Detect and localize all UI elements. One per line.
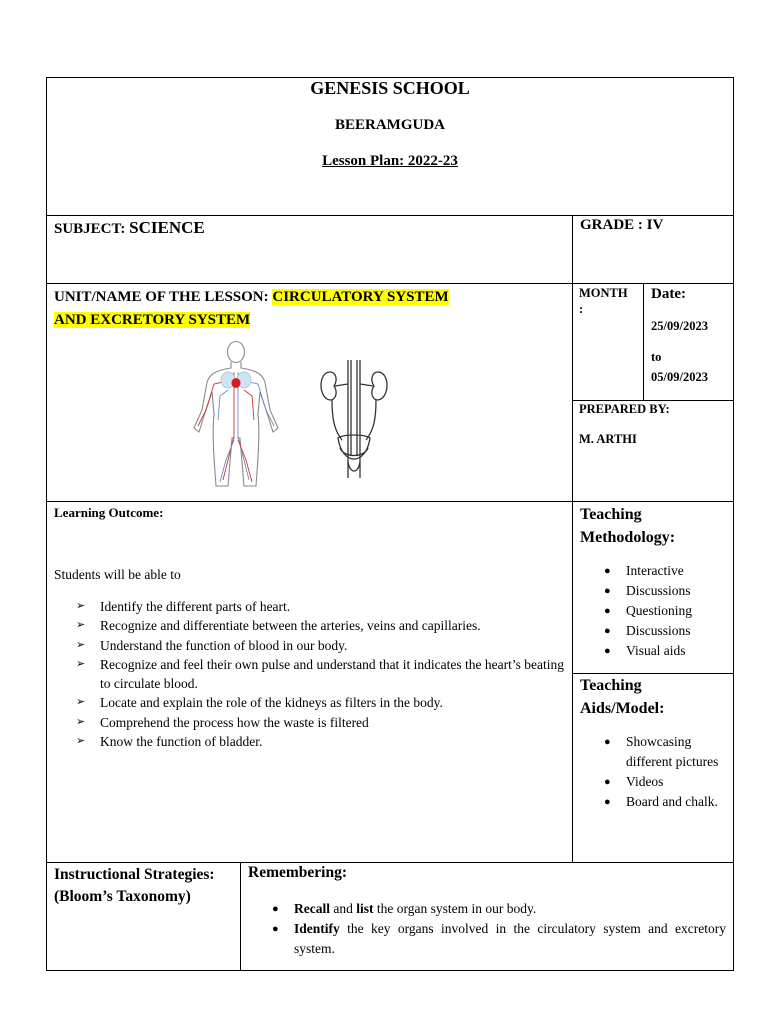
arrow-bullet-icon: ➢ (76, 600, 86, 612)
learning-outcome-item-text: Locate and explain the role of the kidneys as filters in the body. (100, 695, 443, 711)
methodology-item (573, 581, 733, 601)
remembering-heading: Remembering: (248, 864, 347, 881)
aids-item-text: Showcasing different pictures (626, 734, 719, 769)
methodology-item-text: Discussions (626, 583, 691, 598)
aids-heading-line1: Teaching (580, 677, 642, 694)
learning-outcome-item (54, 693, 564, 712)
remembering-item-text: and (330, 901, 357, 916)
methodology-item (573, 561, 733, 581)
date-to-word: to (651, 350, 662, 364)
dot-bullet-icon: ● (272, 903, 279, 915)
methodology-list (573, 561, 733, 661)
teaching-aids-heading (580, 674, 664, 720)
methodology-item (573, 641, 733, 661)
remembering-item-text: the key organs involved in the circulatory system and excretory system. (294, 921, 726, 956)
prepared-by-label: PREPARED BY: (579, 402, 670, 416)
aids-item (573, 732, 723, 772)
arrow-bullet-icon: ➢ (76, 715, 86, 728)
learning-outcome-item (54, 655, 564, 694)
grade-field: GRADE : IV (580, 217, 664, 233)
learning-outcome-item (54, 597, 564, 616)
instructional-strategies-heading: Instructional Strategies: (Bloom’s Taxonomy) (54, 866, 215, 905)
aids-item (573, 792, 723, 812)
arrow-bullet-icon: ➢ (76, 735, 86, 748)
learning-outcome-item (54, 616, 564, 635)
remembering-item-keyword: Identify (294, 921, 340, 936)
prepared-by-name: M. ARTHI (579, 432, 637, 446)
dot-bullet-icon: ● (604, 736, 611, 748)
unit-name-line2: AND EXCRETORY SYSTEM (54, 312, 251, 328)
teaching-methodology-heading (580, 503, 675, 549)
subject-label: SUBJECT: (54, 221, 130, 237)
learning-outcome-item-text: Comprehend the process how the waste is filtered (100, 714, 369, 730)
learning-outcome-intro: Students will be able to (54, 567, 181, 582)
learning-outcome-item (54, 713, 564, 732)
dot-bullet-icon: ● (272, 923, 279, 935)
dot-bullet-icon: ● (604, 796, 611, 808)
date-to: 05/09/2023 (651, 370, 708, 384)
methodology-heading-line1: Teaching (580, 506, 642, 523)
month-colon: : (579, 302, 584, 316)
methodology-item (573, 601, 733, 621)
remembering-item-text: the organ system in our body. (373, 901, 537, 916)
unit-title (54, 286, 566, 332)
learning-outcome-item-text: Know the function of bladder. (100, 734, 263, 750)
methodology-item-text: Questioning (626, 603, 692, 618)
school-branch: BEERAMGUDA (334, 117, 445, 133)
month-field (579, 285, 628, 317)
dot-bullet-icon: ● (604, 625, 611, 637)
subject-field (54, 218, 205, 238)
learning-outcome-item-text: Identify the different parts of heart. (100, 599, 291, 614)
excretory-system-illustration (318, 356, 390, 478)
methodology-heading-line2: Methodology: (580, 529, 676, 546)
methodology-item-text: Discussions (626, 623, 691, 638)
learning-outcome-list (54, 597, 564, 751)
remembering-item-keyword: list (356, 901, 374, 916)
month-label: MONTH (579, 286, 628, 300)
learning-outcome-item-text: Recognize and differentiate between the arteries, veins and capillaries. (100, 618, 481, 634)
school-name: GENESIS SCHOOL (310, 78, 470, 98)
remembering-item-keyword: Recall (294, 901, 330, 916)
aids-item-text: Board and chalk. (626, 794, 718, 809)
dot-bullet-icon: ● (604, 645, 611, 657)
learning-outcome-item-text: Recognize and feel their own pulse and understand that it indicates the heart’s beating to circulate blood. (100, 656, 564, 692)
remembering-item (241, 919, 726, 959)
learning-outcome-item (54, 636, 564, 655)
dot-bullet-icon: ● (604, 776, 611, 788)
dot-bullet-icon: ● (604, 585, 611, 597)
circulatory-system-illustration (190, 340, 282, 492)
learning-outcome-item (54, 732, 564, 751)
methodology-item (573, 621, 733, 641)
arrow-bullet-icon: ➢ (76, 638, 86, 651)
dot-bullet-icon: ● (604, 565, 611, 577)
learning-outcome-heading: Learning Outcome: (54, 505, 164, 520)
unit-name-line1: CIRCULATORY SYSTEM (272, 289, 449, 305)
dot-bullet-icon: ● (604, 605, 611, 617)
methodology-item-text: Visual aids (626, 643, 686, 658)
aids-heading-line2: Aids/Model: (580, 700, 665, 717)
lesson-plan-year: Lesson Plan: 2022-23 (322, 153, 458, 169)
aids-item (573, 772, 723, 792)
aids-list (573, 732, 723, 812)
methodology-item-text: Interactive (626, 563, 684, 578)
aids-item-text: Videos (626, 774, 664, 789)
remembering-item (241, 899, 726, 919)
subject-value: SCIENCE (129, 218, 205, 237)
arrow-bullet-icon: ➢ (76, 696, 86, 709)
learning-outcome-item-text: Understand the function of blood in our body. (100, 637, 348, 653)
arrow-bullet-icon: ➢ (76, 619, 86, 632)
date-from: 25/09/2023 (651, 319, 708, 333)
remembering-list (241, 899, 726, 959)
lesson-plan-title (47, 152, 733, 170)
unit-label: UNIT/NAME OF THE LESSON: (54, 289, 273, 305)
arrow-bullet-icon: ➢ (76, 657, 86, 670)
date-heading: Date: (651, 286, 686, 302)
